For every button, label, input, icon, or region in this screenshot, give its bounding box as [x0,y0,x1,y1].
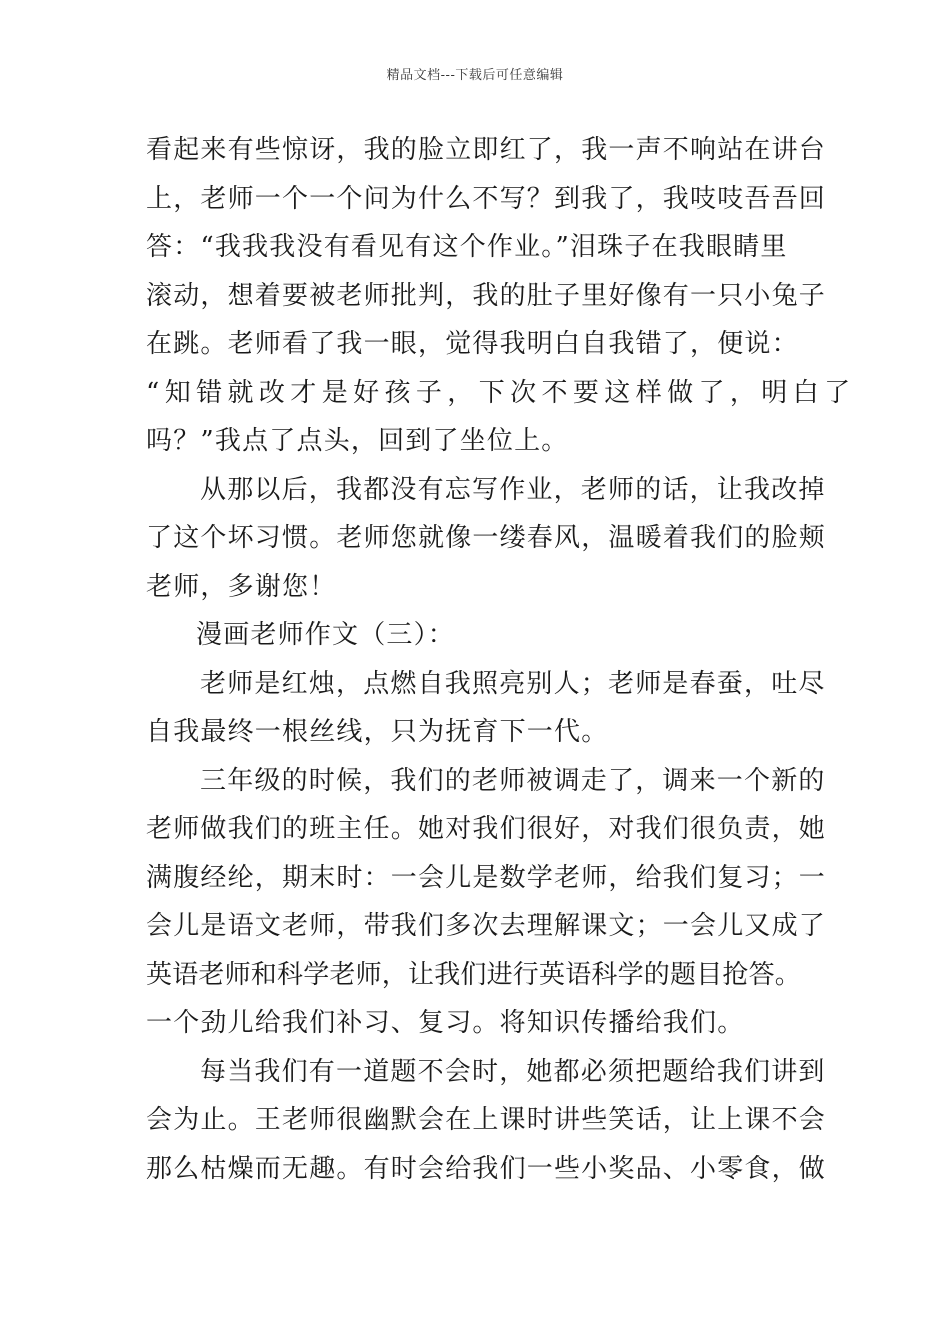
paragraph-start: 从那以后，我都没有忘写作业，老师的话，让我改掉 [200,474,826,505]
text-line: 看起来有些惊讶，我的脸立即红了，我一声不响站在讲台 [146,135,827,165]
text-line: 那么枯燥而无趣。有时会给我们一些小奖品、小零食，做 [146,1153,827,1184]
text-line: 了这个坏习惯。老师您就像一缕春风，温暖着我们的脸颊 [146,523,827,553]
text-line: 滚动，想着要被老师批判，我的肚子里好像有一只小兔子 [146,280,827,311]
text-line: 一个劲儿给我们补习、复习。将知识传播给我们。 [146,1008,745,1038]
text-line: 自我最终一根丝线，只为抚育下一代。 [146,717,609,747]
section-heading: 漫画老师作文（三）： [196,620,456,650]
page-header: 精品文档---下载后可任意编辑 [386,68,564,83]
text-line: 上，老师一个一个问为什么不写？到我了，我吱吱吾吾回 [146,183,827,214]
text-line: 吗？”我点了点头，回到了坐位上。 [146,426,569,456]
text-line: “知错就改才是好孩子，下次不要这样做了，明白了 [146,377,856,408]
paragraph-start: 老师是红烛，点燃自我照亮别人；老师是春蚕，吐尽 [200,668,826,699]
text-line: 会为止。王老师很幽默会在上课时讲些笑话，让上课不会 [146,1105,827,1135]
text-line: 在跳。老师看了我一眼，觉得我明白自我错了，便说： [146,329,799,359]
text-line: 英语老师和科学老师，让我们进行英语科学的题目抢答。 [146,959,802,990]
text-line: 答：“我我我没有看见有这个作业。”泪珠子在我眼睛里 [146,232,788,262]
text-line: 老师做我们的班主任。她对我们很好，对我们很负责，她 [146,814,827,844]
document-body [146,126,856,1193]
text-line: 会儿是语文老师，带我们多次去理解课文；一会儿又成了 [146,911,827,941]
paragraph-start: 三年级的时候，我们的老师被调走了，调来一个新的 [200,765,826,796]
text-line: 满腹经纶，期末时：一会儿是数学老师，给我们复习；一 [146,862,827,893]
text-line: 老师，多谢您！ [146,571,337,602]
paragraph-start: 每当我们有一道题不会时，她都必须把题给我们讲到 [200,1056,826,1087]
